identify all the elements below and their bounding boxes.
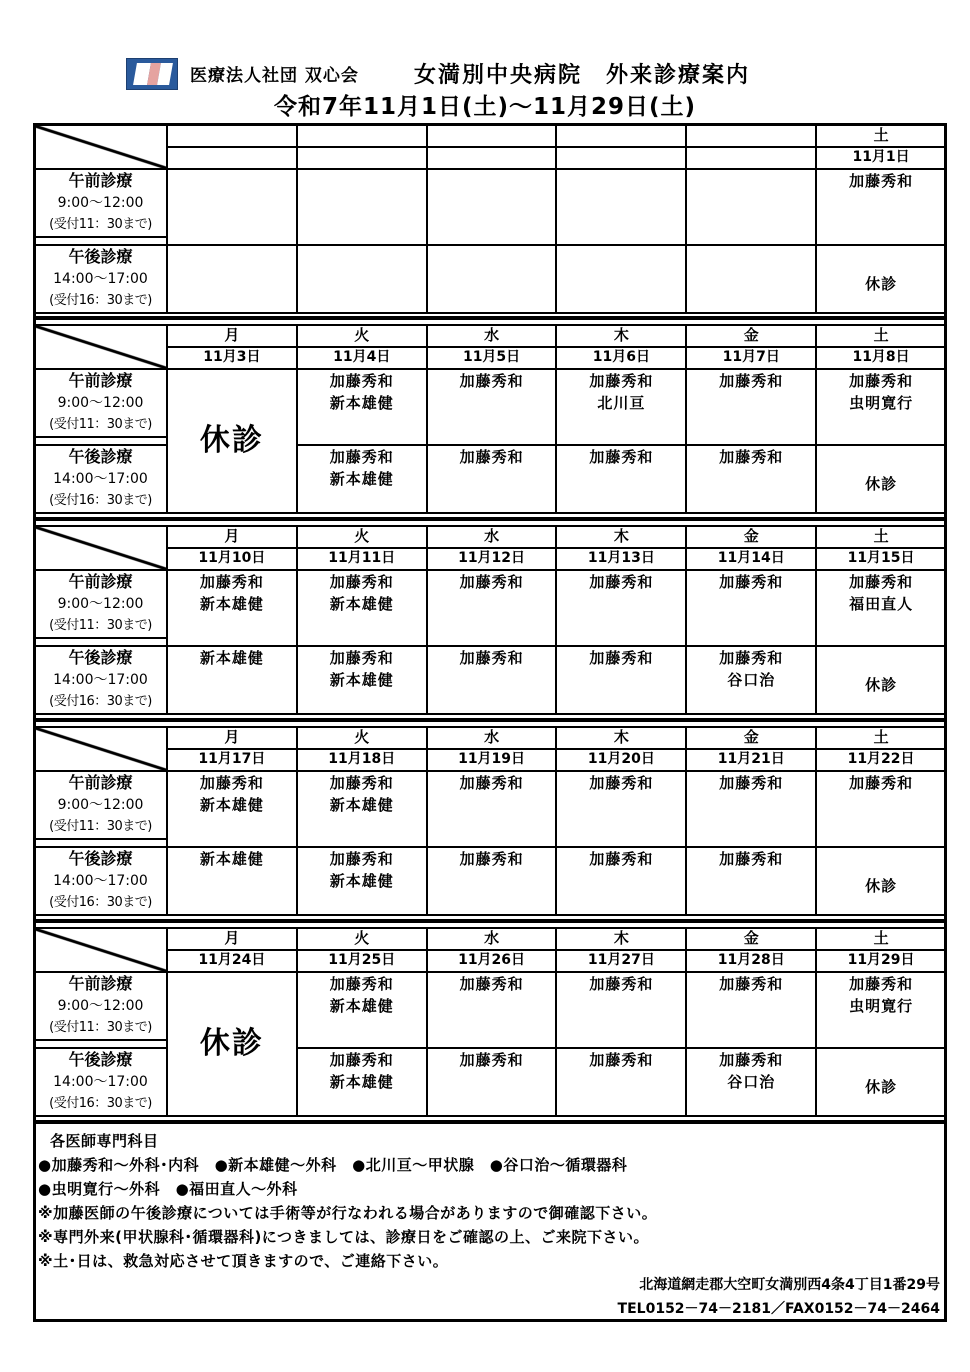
date-header — [167, 147, 297, 169]
morning-doctor-cell — [297, 771, 427, 847]
day-of-week-header: 月 — [167, 526, 297, 548]
afternoon-doctor-cell — [556, 847, 686, 915]
doctor-name: 加藤秀和 — [459, 573, 524, 591]
doctor-name: 加藤秀和 — [199, 774, 264, 792]
afternoon-doctor-cell — [556, 646, 686, 714]
closed-label: 休診 — [865, 1078, 898, 1096]
morning-slot-label — [34, 972, 167, 1040]
date-header: 11月13日 — [556, 548, 686, 570]
doctor-name: 加藤秀和 — [329, 448, 394, 466]
hospital-logo-icon — [126, 58, 178, 90]
week-divider — [33, 316, 947, 320]
schedule-table — [33, 927, 947, 1117]
afternoon-doctor-cell — [167, 646, 297, 714]
afternoon-doctor-cell — [297, 445, 427, 513]
week-divider — [33, 517, 947, 521]
slot-title: 午後診療 — [68, 447, 133, 466]
day-of-week-header: 水 — [427, 928, 557, 950]
afternoon-doctor-cell — [816, 245, 946, 313]
organization-name: 医療法人社団 双心会 — [190, 66, 359, 86]
day-of-week-header: 月 — [167, 325, 297, 347]
morning-doctor-cell — [427, 169, 557, 245]
day-of-week-header: 土 — [816, 727, 946, 749]
morning-doctor-cell — [686, 570, 816, 646]
date-header — [686, 147, 816, 169]
slot-title: 午前診療 — [68, 773, 133, 792]
day-of-week-header — [556, 125, 686, 147]
slot-title: 午前診療 — [68, 171, 133, 190]
doctor-name: 加藤秀和 — [849, 573, 914, 591]
afternoon-doctor-cell — [297, 646, 427, 714]
slot-reception: (受付11：30まで) — [49, 417, 152, 432]
page-title: 女満別中央病院 外来診療案内 — [414, 63, 751, 88]
day-of-week-header: 月 — [167, 928, 297, 950]
afternoon-slot-label — [34, 847, 167, 915]
doctor-name: 加藤秀和 — [719, 649, 784, 667]
slot-title: 午前診療 — [68, 974, 133, 993]
morning-slot-label — [34, 771, 167, 839]
morning-slot-label — [34, 369, 167, 437]
schedule-table — [33, 124, 947, 314]
doctor-name: 加藤秀和 — [459, 975, 524, 993]
doctor-name: 加藤秀和 — [589, 850, 654, 868]
doctor-name: 加藤秀和 — [589, 448, 654, 466]
day-of-week-header — [686, 125, 816, 147]
date-header: 11月26日 — [427, 950, 557, 972]
doctor-name: 谷口治 — [727, 671, 776, 689]
date-header: 11月24日 — [167, 950, 297, 972]
slot-hours: 9:00～12:00 — [57, 797, 144, 813]
doctor-name: 加藤秀和 — [589, 1051, 654, 1069]
doctor-name: 加藤秀和 — [589, 975, 654, 993]
morning-doctor-cell — [167, 771, 297, 847]
day-of-week-header: 火 — [297, 928, 427, 950]
slot-divider — [34, 839, 167, 847]
morning-doctor-cell — [167, 169, 297, 245]
day-of-week-header: 土 — [816, 125, 946, 147]
notes-section — [36, 1126, 944, 1320]
doctor-name: 加藤秀和 — [459, 850, 524, 868]
hospital-address: 北海道網走郡大空町女満別西4条4丁目1番29号 — [639, 1277, 940, 1293]
afternoon-doctor-cell — [816, 1048, 946, 1116]
doctor-name: 新本雄健 — [199, 649, 264, 667]
doctor-name: 加藤秀和 — [719, 1051, 784, 1069]
day-of-week-header — [297, 125, 427, 147]
date-header — [427, 147, 557, 169]
note-afternoon-surgery: ※加藤医師の午後診療については手術等が行なわれる場合がありますので御確認下さい。 — [38, 1204, 658, 1222]
doctor-name: 新本雄健 — [329, 796, 394, 814]
doctor-name: 加藤秀和 — [719, 372, 784, 390]
note-specialist-outpatient: ※専門外来(甲状腺科･循環器科)につきましては、診療日をご確認の上、ご来院下さい。 — [38, 1228, 649, 1246]
slot-divider — [34, 1040, 167, 1048]
week-divider — [33, 718, 947, 722]
morning-doctor-cell — [816, 570, 946, 646]
date-header: 11月7日 — [686, 347, 816, 369]
hospital-contact: TEL0152－74－2181／FAX0152－74－2464 — [617, 1301, 940, 1317]
slot-reception: (受付11：30まで) — [49, 819, 152, 834]
doctor-name: 加藤秀和 — [719, 774, 784, 792]
morning-doctor-cell — [686, 972, 816, 1048]
date-header: 11月14日 — [686, 548, 816, 570]
afternoon-doctor-cell — [297, 1048, 427, 1116]
afternoon-doctor-cell — [816, 445, 946, 513]
slot-reception: (受付16：30まで) — [49, 694, 152, 709]
afternoon-slot-label — [34, 445, 167, 513]
doctor-name: 加藤秀和 — [849, 774, 914, 792]
doctor-name: 加藤秀和 — [329, 1051, 394, 1069]
slot-reception: (受付11：30まで) — [49, 618, 152, 633]
doctor-name: 加藤秀和 — [719, 975, 784, 993]
closed-label: 休診 — [865, 275, 898, 293]
day-of-week-header: 金 — [686, 325, 816, 347]
date-header: 11月15日 — [816, 548, 946, 570]
doctor-name: 虫明寛行 — [849, 394, 914, 412]
morning-doctor-cell — [427, 972, 557, 1048]
schedule-table — [33, 324, 947, 514]
morning-doctor-cell — [556, 570, 686, 646]
day-of-week-header: 金 — [686, 928, 816, 950]
afternoon-doctor-cell — [686, 646, 816, 714]
day-of-week-header: 木 — [556, 325, 686, 347]
doctor-name: 新本雄健 — [329, 595, 394, 613]
day-of-week-header: 金 — [686, 727, 816, 749]
morning-slot-label — [34, 570, 167, 638]
afternoon-doctor-cell — [556, 445, 686, 513]
afternoon-slot-label — [34, 1048, 167, 1116]
date-header — [297, 147, 427, 169]
week-table — [33, 525, 947, 715]
slot-title: 午後診療 — [68, 1050, 133, 1069]
doctor-name: 新本雄健 — [199, 595, 264, 613]
day-of-week-header: 木 — [556, 727, 686, 749]
doctor-name: 虫明寛行 — [849, 997, 914, 1015]
doctor-name: 加藤秀和 — [329, 774, 394, 792]
day-of-week-header: 土 — [816, 325, 946, 347]
doctor-name: 加藤秀和 — [329, 573, 394, 591]
afternoon-doctor-cell — [686, 445, 816, 513]
slot-title: 午後診療 — [68, 648, 133, 667]
doctor-name: 加藤秀和 — [459, 448, 524, 466]
slot-hours: 14:00～17:00 — [53, 471, 148, 487]
afternoon-doctor-cell — [427, 245, 557, 313]
doctor-name: 新本雄健 — [329, 872, 394, 890]
schedule-table — [33, 726, 947, 916]
day-of-week-header: 土 — [816, 928, 946, 950]
date-header: 11月3日 — [167, 347, 297, 369]
day-of-week-header — [167, 125, 297, 147]
afternoon-slot-label — [34, 646, 167, 714]
day-of-week-header: 木 — [556, 526, 686, 548]
doctor-name: 加藤秀和 — [459, 774, 524, 792]
doctor-name: 加藤秀和 — [849, 372, 914, 390]
corner-diagonal-cell — [34, 125, 167, 169]
doctor-name: 新本雄健 — [329, 470, 394, 488]
slot-reception: (受付16：30まで) — [49, 293, 152, 308]
corner-diagonal-cell — [34, 526, 167, 570]
afternoon-doctor-cell — [427, 445, 557, 513]
doctor-name: 加藤秀和 — [849, 975, 914, 993]
slot-reception: (受付11：30まで) — [49, 1020, 152, 1035]
date-header: 11月10日 — [167, 548, 297, 570]
afternoon-doctor-cell — [167, 847, 297, 915]
slot-hours: 14:00～17:00 — [53, 873, 148, 889]
week-table — [33, 726, 947, 916]
day-of-week-header: 火 — [297, 727, 427, 749]
morning-doctor-cell — [816, 972, 946, 1048]
afternoon-doctor-cell — [556, 1048, 686, 1116]
doctor-name: 加藤秀和 — [459, 649, 524, 667]
closed-label: 休診 — [865, 877, 898, 895]
slot-reception: (受付16：30まで) — [49, 493, 152, 508]
morning-doctor-cell — [297, 169, 427, 245]
slot-reception: (受付16：30まで) — [49, 1096, 152, 1111]
date-header: 11月27日 — [556, 950, 686, 972]
week-divider — [33, 1120, 947, 1124]
slot-reception: (受付11：30まで) — [49, 217, 152, 232]
corner-diagonal-cell — [34, 727, 167, 771]
morning-doctor-cell — [686, 369, 816, 445]
slot-divider — [34, 638, 167, 646]
afternoon-doctor-cell — [816, 847, 946, 915]
week-table — [33, 324, 947, 514]
day-of-week-header: 火 — [297, 526, 427, 548]
closed-label: 休診 — [865, 475, 898, 493]
full-day-closed-cell: 休診 — [167, 972, 297, 1116]
specialties-line-1: ●加藤秀和～外科･内科 ●新本雄健～外科 ●北川亘～甲状腺 ●谷口治～循環器科 — [38, 1156, 628, 1174]
day-of-week-header: 月 — [167, 727, 297, 749]
doctor-name: 加藤秀和 — [329, 649, 394, 667]
doctor-name: 新本雄健 — [329, 997, 394, 1015]
morning-doctor-cell — [556, 972, 686, 1048]
date-header: 11月21日 — [686, 749, 816, 771]
morning-doctor-cell — [816, 369, 946, 445]
doctor-name: 加藤秀和 — [719, 448, 784, 466]
doctor-name: 加藤秀和 — [459, 372, 524, 390]
slot-divider — [34, 237, 167, 245]
note-weekend-emergency: ※土･日は、救急対応させて頂きますので、ご連絡下さい。 — [38, 1252, 449, 1270]
day-of-week-header: 金 — [686, 526, 816, 548]
doctor-name: 加藤秀和 — [199, 573, 264, 591]
schedule-table — [33, 525, 947, 715]
morning-doctor-cell — [427, 369, 557, 445]
afternoon-doctor-cell — [297, 847, 427, 915]
morning-doctor-cell — [427, 771, 557, 847]
date-header: 11月5日 — [427, 347, 557, 369]
date-header: 11月6日 — [556, 347, 686, 369]
doctor-name: 加藤秀和 — [589, 372, 654, 390]
afternoon-doctor-cell — [167, 245, 297, 313]
doctor-name: 加藤秀和 — [329, 975, 394, 993]
afternoon-slot-label — [34, 245, 167, 313]
morning-doctor-cell — [297, 570, 427, 646]
doctor-name: 加藤秀和 — [719, 573, 784, 591]
slot-reception: (受付16：30まで) — [49, 895, 152, 910]
morning-doctor-cell — [297, 972, 427, 1048]
day-of-week-header: 水 — [427, 526, 557, 548]
morning-doctor-cell — [816, 169, 946, 245]
doctor-name: 加藤秀和 — [329, 850, 394, 868]
date-header: 11月28日 — [686, 950, 816, 972]
specialties-heading: 各医師専門科目 — [50, 1132, 159, 1150]
slot-title: 午前診療 — [68, 371, 133, 390]
date-header: 11月20日 — [556, 749, 686, 771]
doctor-name: 加藤秀和 — [459, 1051, 524, 1069]
afternoon-doctor-cell — [427, 847, 557, 915]
afternoon-doctor-cell — [816, 646, 946, 714]
slot-title: 午後診療 — [68, 849, 133, 868]
doctor-name: 谷口治 — [727, 1073, 776, 1091]
date-header — [556, 147, 686, 169]
schedule-period: 令和7年11月1日(土)～11月29日(土) — [273, 94, 697, 120]
doctor-name: 加藤秀和 — [589, 573, 654, 591]
morning-doctor-cell — [556, 169, 686, 245]
doctor-name: 加藤秀和 — [329, 372, 394, 390]
slot-hours: 9:00～12:00 — [57, 596, 144, 612]
week-table — [33, 927, 947, 1117]
day-of-week-header: 土 — [816, 526, 946, 548]
corner-diagonal-cell — [34, 325, 167, 369]
doctor-name: 新本雄健 — [199, 796, 264, 814]
date-header: 11月25日 — [297, 950, 427, 972]
slot-hours: 14:00～17:00 — [53, 271, 148, 287]
morning-doctor-cell — [816, 771, 946, 847]
doctor-name: 北川亘 — [597, 394, 646, 412]
morning-doctor-cell — [167, 570, 297, 646]
day-of-week-header: 水 — [427, 325, 557, 347]
afternoon-doctor-cell — [686, 245, 816, 313]
afternoon-doctor-cell — [686, 1048, 816, 1116]
doctor-name: 新本雄健 — [329, 671, 394, 689]
day-of-week-header: 水 — [427, 727, 557, 749]
date-header: 11月1日 — [816, 147, 946, 169]
morning-slot-label — [34, 169, 167, 237]
doctor-name: 福田直人 — [849, 595, 914, 613]
date-header: 11月19日 — [427, 749, 557, 771]
date-header: 11月22日 — [816, 749, 946, 771]
afternoon-doctor-cell — [556, 245, 686, 313]
afternoon-doctor-cell — [297, 245, 427, 313]
closed-label: 休診 — [865, 676, 898, 694]
doctor-name: 加藤秀和 — [589, 649, 654, 667]
date-header: 11月17日 — [167, 749, 297, 771]
slot-divider — [34, 437, 167, 445]
date-header: 11月11日 — [297, 548, 427, 570]
morning-doctor-cell — [427, 570, 557, 646]
morning-doctor-cell — [686, 771, 816, 847]
morning-doctor-cell — [686, 169, 816, 245]
slot-hours: 9:00～12:00 — [57, 195, 144, 211]
specialties-line-2: ●虫明寛行～外科 ●福田直人～外科 — [38, 1180, 298, 1198]
morning-doctor-cell — [297, 369, 427, 445]
morning-doctor-cell — [556, 771, 686, 847]
doctor-name: 新本雄健 — [199, 850, 264, 868]
slot-title: 午後診療 — [68, 247, 133, 266]
date-header: 11月18日 — [297, 749, 427, 771]
date-header: 11月4日 — [297, 347, 427, 369]
afternoon-doctor-cell — [427, 646, 557, 714]
doctor-name: 加藤秀和 — [589, 774, 654, 792]
week-table — [33, 124, 947, 314]
slot-hours: 14:00～17:00 — [53, 1074, 148, 1090]
slot-title: 午前診療 — [68, 572, 133, 591]
date-header: 11月12日 — [427, 548, 557, 570]
slot-hours: 9:00～12:00 — [57, 998, 144, 1014]
doctor-name: 新本雄健 — [329, 1073, 394, 1091]
morning-doctor-cell — [556, 369, 686, 445]
afternoon-doctor-cell — [427, 1048, 557, 1116]
slot-hours: 14:00～17:00 — [53, 672, 148, 688]
doctor-name: 新本雄健 — [329, 394, 394, 412]
doctor-name: 加藤秀和 — [719, 850, 784, 868]
slot-hours: 9:00～12:00 — [57, 395, 144, 411]
full-day-closed-cell: 休診 — [167, 369, 297, 513]
afternoon-doctor-cell — [686, 847, 816, 915]
corner-diagonal-cell — [34, 928, 167, 972]
doctor-name: 加藤秀和 — [849, 172, 914, 190]
day-of-week-header: 火 — [297, 325, 427, 347]
date-header: 11月29日 — [816, 950, 946, 972]
date-header: 11月8日 — [816, 347, 946, 369]
week-divider — [33, 919, 947, 923]
day-of-week-header: 木 — [556, 928, 686, 950]
day-of-week-header — [427, 125, 557, 147]
